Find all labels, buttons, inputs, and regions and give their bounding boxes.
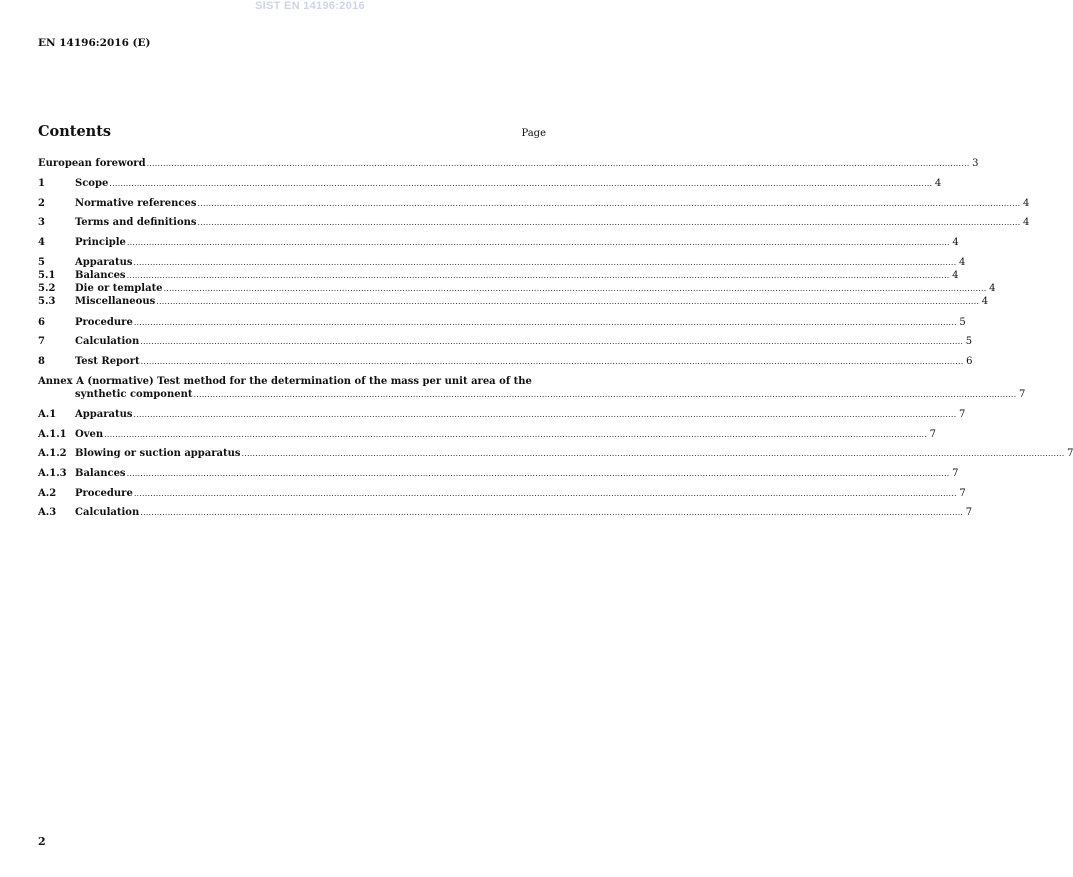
toc-entry-title: Test Report bbox=[75, 356, 140, 367]
toc-entry-title: Annex A (normative) Test method for the determination of the mass per unit area of the bbox=[38, 376, 532, 387]
toc-entry-title: Balances bbox=[75, 468, 126, 479]
toc-entry-8[interactable] bbox=[38, 355, 973, 368]
toc-entry-title: Calculation bbox=[75, 507, 140, 518]
toc-entry-page: 6 bbox=[966, 356, 973, 367]
toc-entry-number: A.3 bbox=[38, 507, 57, 518]
dot-leader: ............................................................................................................................................................................................................................................................................................................ bbox=[133, 489, 957, 498]
toc-entry-5-1[interactable] bbox=[38, 269, 959, 282]
toc-entry-title: Die or template bbox=[75, 283, 163, 294]
dot-leader: ............................................................................................................................................................................................................................................................................................................ bbox=[140, 357, 964, 366]
toc-entry-a-3[interactable] bbox=[38, 506, 973, 519]
toc-entry-7[interactable] bbox=[38, 335, 973, 348]
dot-leader: ............................................................................................................................................................................................................................................................................................................ bbox=[193, 390, 1017, 399]
dot-leader: ............................................................................................................................................................................................................................................................................................................ bbox=[197, 199, 1021, 208]
toc-entry-number: 7 bbox=[38, 336, 45, 347]
dot-leader: ............................................................................................................................................................................................................................................................................................................ bbox=[133, 318, 957, 327]
toc-entry-a-2[interactable] bbox=[38, 487, 966, 500]
toc-entry-a-1[interactable] bbox=[38, 408, 966, 421]
dot-leader: ............................................................................................................................................................................................................................................................................................................ bbox=[140, 508, 964, 517]
toc-entry-title: Apparatus bbox=[75, 257, 133, 268]
toc-entry-number: 2 bbox=[38, 198, 45, 209]
dot-leader: ............................................................................................................................................................................................................................................................................................................ bbox=[163, 284, 987, 293]
toc-entry-title: Miscellaneous bbox=[75, 296, 156, 307]
toc-entry-title: Principle bbox=[75, 237, 126, 248]
toc-entry-title: Blowing or suction apparatus bbox=[75, 448, 241, 459]
toc-entry-a-1-3[interactable] bbox=[38, 467, 959, 480]
dot-leader: ............................................................................................................................................................................................................................................................................................................ bbox=[156, 297, 980, 306]
toc-entry-title: Scope bbox=[75, 178, 109, 189]
toc-entry-number: 5.1 bbox=[38, 270, 56, 281]
toc-entry-page: 5 bbox=[965, 336, 973, 347]
dot-leader: ............................................................................................................................................................................................................................................................................................................ bbox=[126, 271, 950, 280]
toc-entry-a-1-2[interactable] bbox=[38, 447, 1073, 460]
toc-entry-5-2[interactable] bbox=[38, 282, 996, 295]
toc-entry-page: 7 bbox=[952, 468, 959, 479]
dot-leader: ............................................................................................................................................................................................................................................................................................................ bbox=[241, 449, 1065, 458]
toc-entry-page: 4 bbox=[1023, 217, 1030, 228]
toc-entry-number: A.2 bbox=[38, 488, 57, 499]
toc-entry-title-continued: synthetic component bbox=[75, 389, 193, 400]
toc-entry-page: 5 bbox=[959, 317, 966, 328]
toc-entry-number: A.1.2 bbox=[38, 448, 67, 459]
toc-entry-page: 4 bbox=[1023, 198, 1030, 209]
toc-entry-page: 4 bbox=[952, 270, 959, 281]
document-id: EN 14196:2016 (E) bbox=[38, 37, 151, 49]
toc-entry-number: 8 bbox=[38, 356, 45, 367]
dot-leader: ............................................................................................................................................................................................................................................................................................................ bbox=[104, 430, 928, 439]
toc-entry-page: 4 bbox=[952, 237, 959, 248]
toc-entry-page: 4 bbox=[981, 296, 989, 307]
dot-leader: ............................................................................................................................................................................................................................................................................................................ bbox=[146, 159, 970, 168]
toc-entry-title: Oven bbox=[75, 429, 104, 440]
toc-entry-title: Balances bbox=[75, 270, 126, 281]
dot-leader: ............................................................................................................................................................................................................................................................................................................ bbox=[126, 469, 950, 478]
toc-entry-title: Terms and definitions bbox=[75, 217, 197, 228]
toc-entry-number: 5.2 bbox=[38, 283, 56, 294]
toc-entry-number: 3 bbox=[38, 217, 45, 228]
toc-entry-4[interactable] bbox=[38, 236, 959, 249]
dot-leader: ............................................................................................................................................................................................................................................................................................................ bbox=[133, 258, 957, 267]
toc-entry-number: A.1.1 bbox=[38, 429, 67, 440]
toc-entry-number: 5 bbox=[38, 257, 45, 268]
toc-entry-number: 4 bbox=[38, 237, 45, 248]
toc-entry-page: 7 bbox=[959, 488, 966, 499]
toc-entry-2[interactable] bbox=[38, 197, 1030, 210]
toc-entry-number: 1 bbox=[38, 178, 45, 189]
toc-entry-title: Procedure bbox=[75, 488, 133, 499]
toc-entry-3[interactable] bbox=[38, 216, 1030, 229]
toc-entry-title: European foreword bbox=[38, 158, 146, 169]
contents-title: Contents bbox=[38, 123, 112, 140]
dot-leader: ............................................................................................................................................................................................................................................................................................................ bbox=[126, 238, 950, 247]
toc-entry-page: 4 bbox=[934, 178, 942, 189]
dot-leader: ............................................................................................................................................................................................................................................................................................................ bbox=[140, 337, 964, 346]
toc-entry-page: 7 bbox=[929, 429, 937, 440]
toc-entry-page: 7 bbox=[959, 409, 966, 420]
dot-leader: ............................................................................................................................................................................................................................................................................................................ bbox=[197, 218, 1021, 227]
toc-entry-a-1-1[interactable] bbox=[38, 428, 937, 441]
toc-entry-european-foreword[interactable] bbox=[38, 157, 979, 170]
watermark: SIST EN 14196:2016 bbox=[255, 0, 365, 12]
toc-entry-number: 6 bbox=[38, 317, 45, 328]
toc-entry-page: 7 bbox=[965, 507, 973, 518]
toc-entry-title: Apparatus bbox=[75, 409, 133, 420]
toc-entry-number: 5.3 bbox=[38, 296, 56, 307]
dot-leader: ............................................................................................................................................................................................................................................................................................................ bbox=[109, 179, 933, 188]
toc-entry-5[interactable] bbox=[38, 256, 966, 269]
toc-entry-number: A.1 bbox=[38, 409, 57, 420]
toc-entry-title: Normative references bbox=[75, 198, 197, 209]
toc-entry-annex-a[interactable] bbox=[38, 375, 532, 388]
toc-entry-6[interactable] bbox=[38, 316, 966, 329]
dot-leader: ............................................................................................................................................................................................................................................................................................................ bbox=[133, 410, 957, 419]
toc-entry-page: 7 bbox=[1019, 389, 1026, 400]
toc-entry-page: 7 bbox=[1067, 448, 1073, 459]
page-number: 2 bbox=[38, 835, 46, 848]
toc-entry-page: 4 bbox=[989, 283, 996, 294]
toc-entry-1[interactable] bbox=[38, 177, 942, 190]
toc-entry-page: 4 bbox=[959, 257, 966, 268]
toc-entry-title: Procedure bbox=[75, 317, 133, 328]
toc-entry-5-3[interactable] bbox=[38, 295, 989, 308]
toc-entry-number: A.1.3 bbox=[38, 468, 67, 479]
toc-entry-page: 3 bbox=[972, 158, 979, 169]
toc-entry-annex-a-continued[interactable] bbox=[75, 388, 1026, 401]
page-column-label: Page bbox=[521, 128, 546, 139]
toc-entry-title: Calculation bbox=[75, 336, 140, 347]
